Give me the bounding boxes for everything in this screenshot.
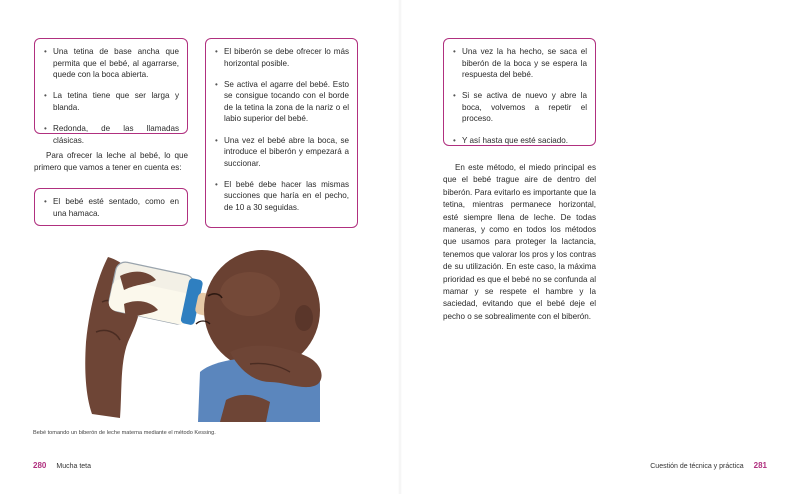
- list-item-text: Una vez la ha hecho, se saca el biberón de la boca y se espera la respuesta del bebé.: [462, 47, 587, 80]
- bullet-icon: •: [44, 123, 47, 133]
- feeding-steps-box: [205, 38, 358, 228]
- list-item: [452, 90, 587, 125]
- illustration-caption: Bebé tomando un biberón de leche materna mediante el método Kessing.: [33, 430, 216, 436]
- list-item-text: Redonda, de las llamadas clásicas.: [53, 123, 179, 145]
- method-paragraph: En este método, el miedo principal es que el bebé trague aire de dentro del biberón. Para evitarlo es importante que la tetina, mientras permanece horizontal, esté siempre llena de leche. De todas maneras, y como en todos los métodos que usamos para proteger la lactancia, tenemos que valorar los pros y los contras de su utilización. En este caso, la máxima prioridad es que el bebé no se confunda al mamar y se respete el hambre y la saciedad, evitando que el bebé deje el pecho o se sobrealimente con el biberón.: [443, 163, 596, 321]
- list-item-text: La tetina tiene que ser larga y blanda.: [53, 91, 179, 112]
- list-item-text: Una tetina de base ancha que permita que el bebé, al agarrarse, quede con la boca abierta.: [53, 47, 179, 80]
- bullet-icon: •: [44, 47, 47, 56]
- position-box: [34, 188, 188, 226]
- list-item-text: Y así hasta que esté saciado.: [462, 135, 569, 145]
- list-item: [452, 135, 587, 147]
- list-item-text: Una vez el bebé abre la boca, se introduce el biberón y empezará a succionar.: [224, 135, 349, 168]
- list-item-text: El biberón se debe ofrecer lo más horizontal posible.: [224, 47, 349, 68]
- left-footer: [33, 461, 91, 470]
- list-item: [214, 135, 349, 170]
- bullet-icon: •: [453, 91, 456, 101]
- right-footer: [650, 461, 767, 470]
- list-item-text: El bebé debe hacer las mismas succiones que haría en el pecho, de 10 a 30 seguidas.: [224, 179, 349, 213]
- baby-bottle-feeding-illustration: [80, 232, 340, 422]
- list-item: [43, 90, 179, 113]
- list-item-text: Si se activa de nuevo y abre la boca, volvemos a repetir el proceso.: [462, 91, 587, 124]
- list-item: [452, 46, 587, 81]
- section-title: Cuestión de técnica y práctica: [650, 463, 744, 470]
- bullet-icon: •: [44, 197, 47, 206]
- bullet-icon: •: [453, 47, 456, 56]
- bullet-icon: •: [215, 179, 218, 189]
- list-item: [43, 196, 179, 219]
- list-item: [214, 179, 349, 214]
- bullet-icon: •: [215, 79, 218, 89]
- book-title: Mucha teta: [56, 463, 91, 470]
- list-item: [214, 79, 349, 125]
- bullet-icon: •: [453, 135, 456, 145]
- bullet-icon: •: [215, 135, 218, 145]
- list-item: [43, 46, 179, 81]
- list-item-text: El bebé esté sentado, como en una hamaca.: [53, 197, 179, 218]
- list-item-text: Se activa el agarre del bebé. Esto se consigue tocando con el borde de la tetina la zona de la nariz o el labio superior del bebé.: [224, 79, 349, 124]
- right-page: [400, 0, 800, 494]
- bottle-features-box: [34, 38, 188, 145]
- list-item: [214, 46, 349, 69]
- intro-paragraph: Para ofrecer la leche al bebé, lo que primero que vamos a tener en cuenta es:: [34, 151, 188, 173]
- bullet-icon: •: [44, 91, 47, 101]
- list-item: [43, 123, 179, 146]
- page-number: 280: [33, 461, 47, 470]
- bullet-icon: •: [215, 47, 218, 56]
- repeat-steps-box: [443, 38, 596, 146]
- page-number: 281: [753, 461, 767, 470]
